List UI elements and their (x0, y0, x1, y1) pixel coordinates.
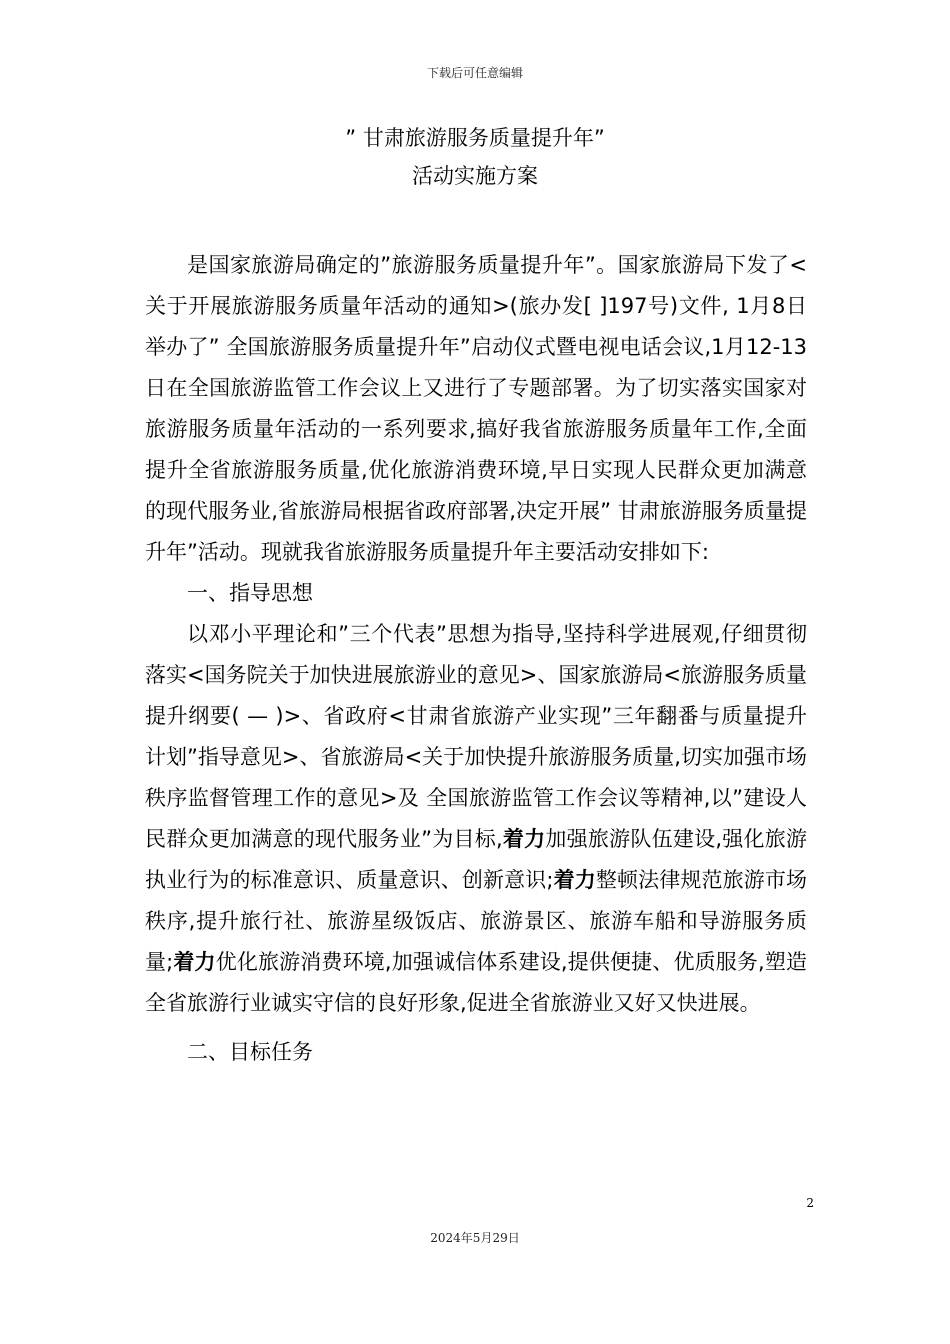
document-subtitle: 活动实施方案 (412, 164, 538, 188)
guiding-ideology-paragraph (145, 614, 807, 1024)
paragraph-text: 以邓小平理论和”三个代表”思想为指导,坚持科学进展观,仔细贯彻落实<国务院关于加快进展旅游业的意见>、国家旅游局<旅游服务质量提升纲要( — )>、省政府<甘肃省旅游产业实现”三年翻番与质量提升计划”指导意见>、省旅游局<关于加快提升旅游服务质量,切实加强市场秩序监督管理工作的意见>及 全国旅游监管工作会议等精神,以”建设人民群众更加满意的现代服务业”为目标, (145, 622, 807, 851)
footer-date: 2024年5月29日 (430, 1231, 520, 1245)
emphasis-text: 着力 (553, 868, 596, 892)
emphasis-text: 着力 (502, 827, 546, 851)
document-body (145, 245, 807, 1073)
paragraph-text: 优化旅游消费环境,加强诚信体系建设,提供便捷、优质服务,塑造全省旅游行业诚实守信的良好形象,促进全省旅游业又好又快进展。 (145, 950, 808, 1015)
document-title: ” 甘肃旅游服务质量提升年” (345, 126, 605, 150)
paragraph-text: 加强旅游队伍建设,强化旅游执业行为的标准意识、质量意识、创新意识; (145, 827, 807, 892)
section-heading-goals: 二、目标任务 (187, 1040, 313, 1064)
emphasis-text: 着力 (173, 950, 216, 974)
paragraph-text: 整顿法律规范旅游市场秩序,提升旅行社、旅游星级饭店、旅游景区、旅游车船和导游服务质量; (145, 868, 808, 974)
page-number: 2 (806, 1196, 814, 1210)
header-note: 下载后可任意编辑 (426, 66, 523, 80)
section-heading-guiding-ideology: 一、指导思想 (187, 581, 313, 605)
intro-paragraph: 是国家旅游局确定的”旅游服务质量提升年”。国家旅游局下发了<关于开展旅游服务质量年活动的通知>(旅办发[ ]197号)文件, 1月8日举办了” 全国旅游服务质量提升年”启动仪式暨电视电话会议,1月12-13日在全国旅游监管工作会议上又进行了专题部署。为了切实落实国家对旅游服务质量年活动的一系列要求,搞好我省旅游服务质量年工作,全面提升全省旅游服务质量,优化旅游消费环境,早日实现人民群众更加满意的现代服务业,省旅游局根据省政府部署,决定开展” 甘肃旅游服务质量提升年”活动。现就我省旅游服务质量提升年主要活动安排如下: (145, 253, 807, 564)
